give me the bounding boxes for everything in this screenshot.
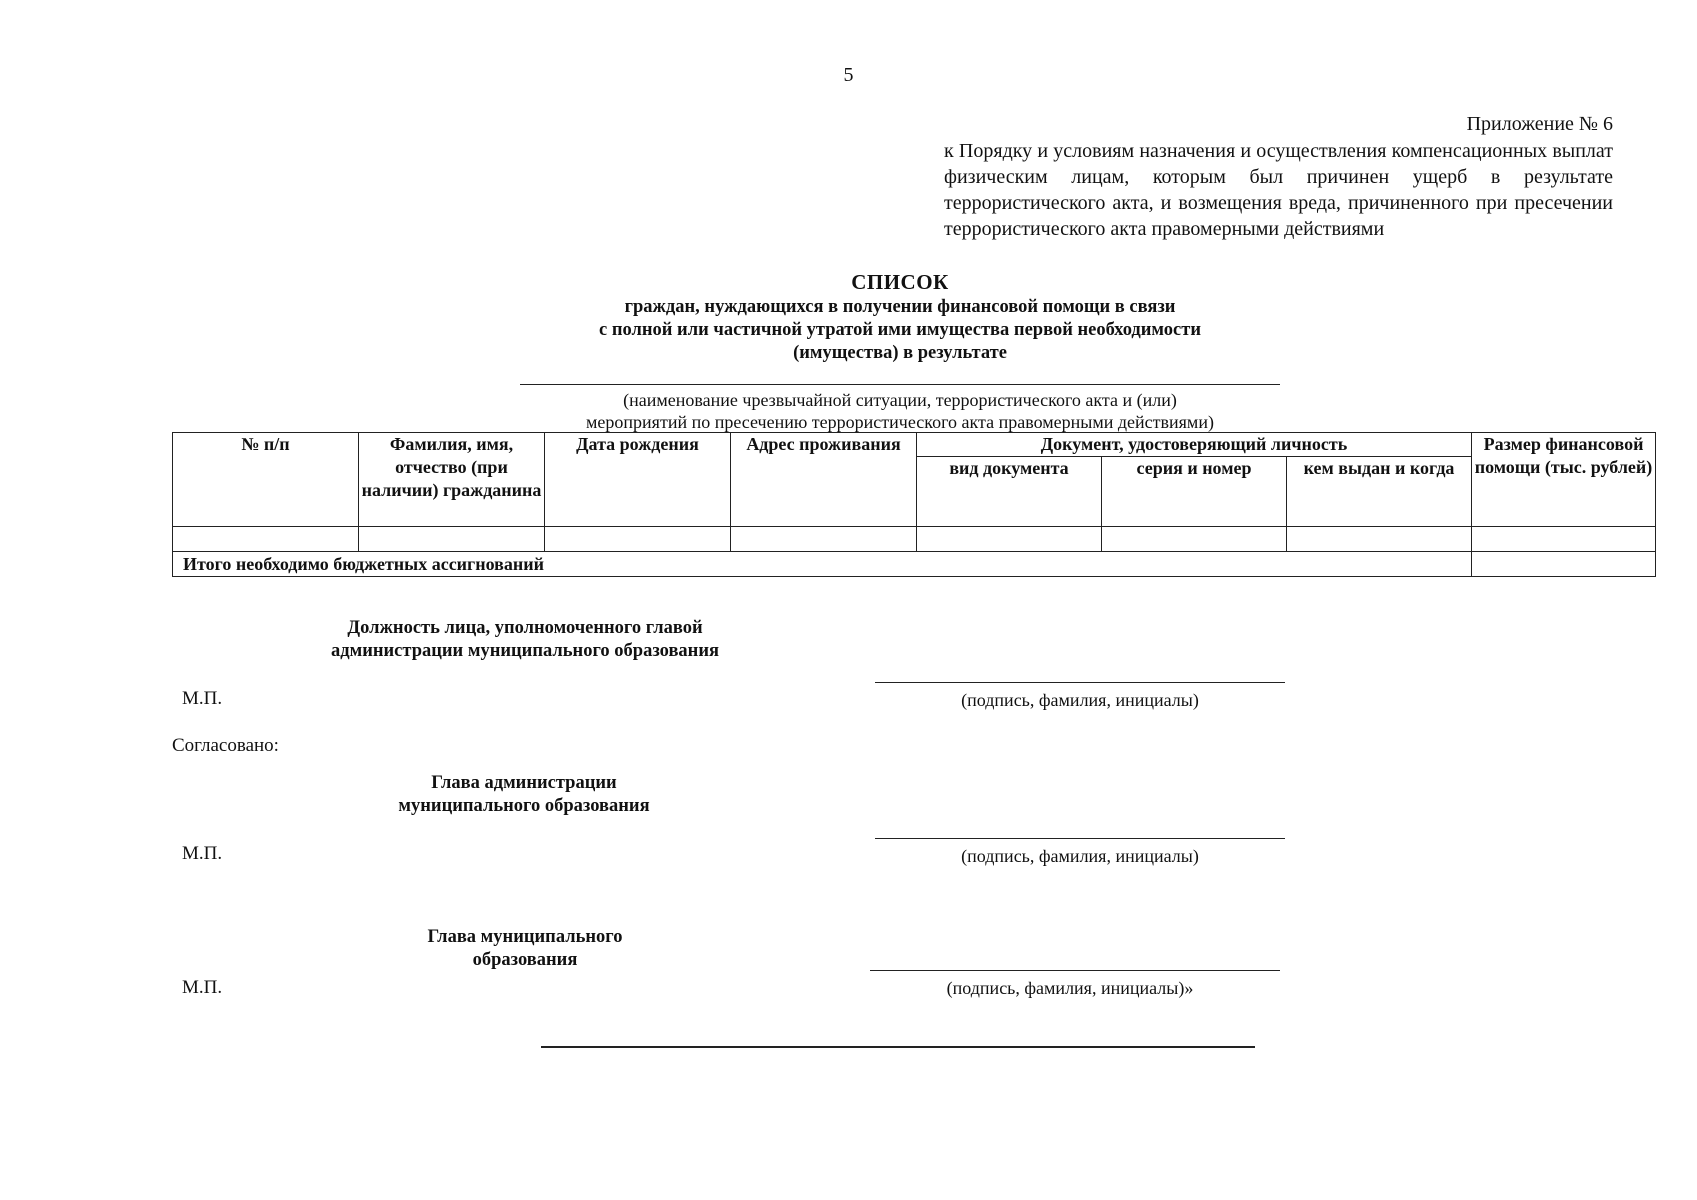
official-signature-caption: (подпись, фамилия, инициалы) xyxy=(961,690,1199,710)
page-number: 5 xyxy=(843,64,854,86)
event-name-blank-line xyxy=(520,384,1280,385)
subtitle-line-3: (имущества) в результате xyxy=(793,343,1007,363)
official-signature-line xyxy=(875,682,1285,683)
document-end-rule xyxy=(541,1046,1255,1048)
column-header-birth-date: Дата рождения xyxy=(545,433,731,527)
column-header-series-number: серия и номер xyxy=(1102,457,1287,527)
column-header-identity-document: Документ, удостоверяющий личность xyxy=(917,433,1472,457)
table-cell xyxy=(1287,527,1472,552)
stamp-label: М.П. xyxy=(182,977,223,998)
official-role: Должность лица, уполномоченного главой администрации муниципального образования xyxy=(330,618,720,661)
document-subtitle xyxy=(0,296,1697,365)
total-amount-cell xyxy=(1472,552,1656,577)
column-header-address: Адрес проживания xyxy=(731,433,917,527)
event-caption-line-1: (наименование чрезвычайной ситуации, террористического акта и (или) xyxy=(623,390,1177,410)
head-municipal-signature-line xyxy=(870,970,1280,971)
head-admin-signature-line xyxy=(875,838,1285,839)
head-municipal-role: Глава муниципального образования xyxy=(427,927,623,970)
stamp-label: М.П. xyxy=(182,688,223,709)
total-label: Итого необходимо бюджетных ассигнований xyxy=(173,552,1472,577)
appendix-description: к Порядку и условиям назначения и осуществления компенсационных выплат физическим лицам, которым был причинен ущерб в результате террористического акта, и возмещения вреда, причиненного при пресечении террористического акта правомерными действиями xyxy=(944,140,1613,240)
table-cell xyxy=(359,527,545,552)
table-cell xyxy=(173,527,359,552)
head-municipal-signature-caption: (подпись, фамилия, инициалы)» xyxy=(946,978,1194,998)
subtitle-line-2: с полной или частичной утратой ими имущества первой необходимости xyxy=(598,320,1201,340)
subtitle-line-1: граждан, нуждающихся в получении финансовой помощи в связи xyxy=(624,297,1176,317)
appendix-title: Приложение № 6 xyxy=(1466,113,1613,135)
column-header-number: № п/п xyxy=(173,433,359,527)
table-cell xyxy=(731,527,917,552)
column-header-document-type: вид документа xyxy=(917,457,1102,527)
document-title: СПИСОК xyxy=(851,270,949,294)
table-cell xyxy=(917,527,1102,552)
stamp-label: М.П. xyxy=(182,843,223,864)
head-admin-role: Глава администрации муниципального образования xyxy=(398,773,650,816)
column-header-issued-by: кем выдан и когда xyxy=(1287,457,1472,527)
head-admin-signature-caption: (подпись, фамилия, инициалы) xyxy=(961,846,1199,866)
table-cell xyxy=(1472,527,1656,552)
table-cell xyxy=(545,527,731,552)
total-row xyxy=(173,552,1656,577)
column-header-full-name: Фамилия, имя, отчество (при наличии) гражданина xyxy=(359,433,545,527)
event-caption-line-2: мероприятий по пресечению террористического акта правомерными действиями) xyxy=(586,412,1214,432)
table-row xyxy=(173,527,1656,552)
agreed-label: Согласовано: xyxy=(172,735,279,756)
citizens-table xyxy=(172,432,1656,577)
table-cell xyxy=(1102,527,1287,552)
column-header-aid-amount: Размер финансовой помощи (тыс. рублей) xyxy=(1472,433,1656,527)
event-name-caption xyxy=(0,389,1697,433)
